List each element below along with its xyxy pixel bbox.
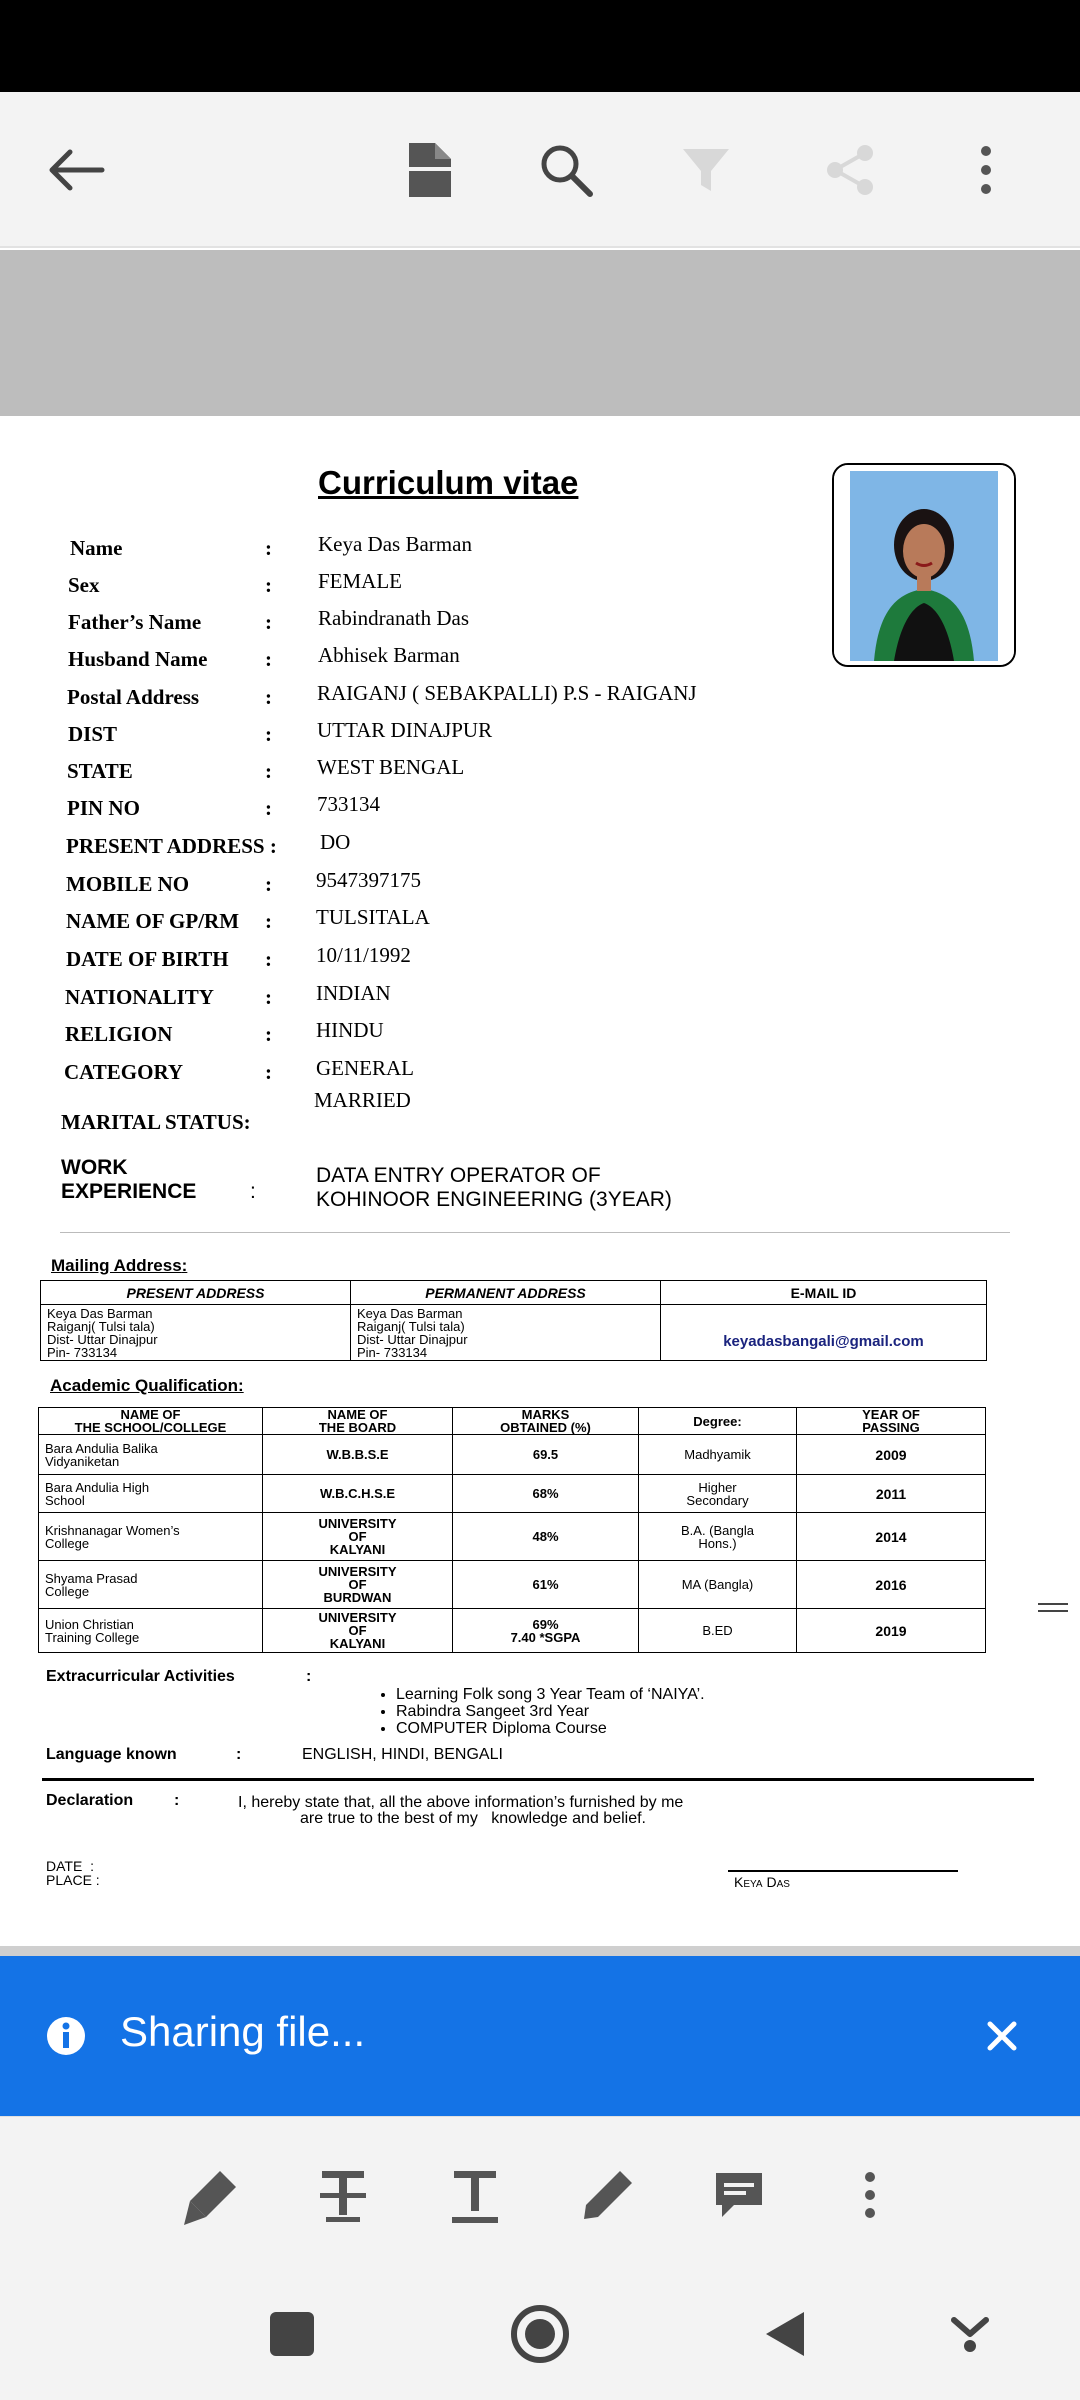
year-header <box>797 1408 986 1435</box>
cell-line: KALYANI <box>329 1542 386 1557</box>
cell-line: Bara Andulia Balika <box>45 1440 158 1456</box>
header-line: OBTAINED (%) <box>500 1420 591 1435</box>
academic-row <box>39 1609 986 1653</box>
field-colon: : <box>265 1022 272 1046</box>
field-label: CATEGORY <box>64 1060 184 1084</box>
page-gap <box>0 250 1080 416</box>
academic-year-cell: 2014 <box>797 1513 986 1561</box>
field-label: Husband Name <box>68 647 208 671</box>
recents-square-icon[interactable] <box>270 2312 314 2356</box>
field-value: FEMALE <box>318 569 402 593</box>
school-header <box>39 1408 263 1435</box>
work-experience-value <box>316 1164 672 1212</box>
header-line: THE BOARD <box>318 1420 397 1435</box>
present-address-header: PRESENT ADDRESS <box>41 1281 351 1305</box>
academic-header-row <box>39 1408 986 1435</box>
field-colon: : <box>265 536 272 560</box>
field-colon: : <box>265 796 272 820</box>
home-circle-icon[interactable] <box>510 2304 570 2369</box>
field-label: NAME OF GP/RM <box>66 909 240 933</box>
cell-line: KALYANI <box>329 1636 386 1651</box>
field-colon: : <box>265 909 272 933</box>
academic-marks-cell <box>453 1475 639 1513</box>
academic-degree-cell <box>639 1513 797 1561</box>
field-colon: : <box>265 610 272 634</box>
cell-line: B.ED <box>702 1623 733 1638</box>
academic-row <box>39 1561 986 1609</box>
field-label: Father’s Name <box>68 610 202 634</box>
field-value: Abhisek Barman <box>318 643 460 667</box>
field-value: Rabindranath Das <box>318 606 470 630</box>
filter-icon <box>666 130 746 210</box>
academic-title <box>50 1376 244 1396</box>
work-label-line2: EXPERIENCE <box>61 1180 197 1203</box>
top-toolbar <box>0 92 1080 248</box>
place-label: PLACE : <box>46 1872 100 1888</box>
present-line: Keya Das Barman <box>47 1306 153 1321</box>
academic-school-cell <box>39 1513 263 1561</box>
declaration-label: Declaration <box>46 1792 134 1809</box>
work-colon: : <box>250 1180 256 1203</box>
pencil-icon[interactable] <box>580 2167 636 2228</box>
cell-line: Krishnanagar Women’s <box>45 1522 180 1538</box>
cell-line: 7.40 *SGPA <box>510 1629 581 1645</box>
extracurricular-colon: : <box>306 1668 312 1685</box>
academic-year-cell: 2011 <box>797 1475 986 1513</box>
work-label-line1: WORK <box>61 1156 128 1179</box>
highlight-pen-icon[interactable] <box>180 2167 240 2232</box>
field-label: RELIGION <box>65 1022 173 1046</box>
field-label: STATE <box>67 759 133 783</box>
permanent-address-cell <box>351 1305 661 1361</box>
scroll-handle-line <box>1038 1610 1068 1612</box>
extracurricular-item: • Rabindra Sangeet 3rd Year <box>396 1703 705 1720</box>
back-triangle-icon[interactable] <box>760 2308 808 2365</box>
cell-line: W.B.B.S.E <box>326 1447 389 1462</box>
language-value: ENGLISH, HINDI, BENGALI <box>302 1746 503 1763</box>
field-value: WEST BENGAL <box>317 755 465 779</box>
status-bar <box>0 0 1080 92</box>
field-label: Postal Address <box>67 685 200 709</box>
permanent-address-header: PERMANENT ADDRESS <box>351 1281 661 1305</box>
cell-line: Madhyamik <box>684 1447 751 1462</box>
language-colon: : <box>236 1746 242 1763</box>
header-line: NAME OF <box>120 1407 181 1422</box>
field-label: DIST <box>68 722 118 746</box>
field-colon: : <box>265 722 272 746</box>
cell-line: Training College <box>45 1629 140 1645</box>
degree-header <box>639 1408 797 1435</box>
declaration-divider <box>42 1778 1034 1781</box>
field-label: Sex <box>68 573 100 597</box>
cell-line: Hons.) <box>698 1535 737 1551</box>
extracurricular-item: • COMPUTER Diploma Course <box>396 1720 705 1737</box>
academic-board-cell <box>263 1561 453 1609</box>
page-edge <box>0 1946 1080 1956</box>
more-vertical-icon[interactable] <box>864 2171 876 2224</box>
work-experience-label <box>61 1156 196 1204</box>
permanent-line: Keya Das Barman <box>357 1306 463 1321</box>
academic-degree-cell <box>639 1561 797 1609</box>
academic-degree-cell <box>639 1609 797 1653</box>
cell-line: Union Christian <box>45 1616 134 1632</box>
field-value: 10/11/1992 <box>316 943 411 967</box>
info-icon <box>46 2016 86 2061</box>
field-value: INDIAN <box>316 981 391 1005</box>
cell-line: UNIVERSITY <box>318 1564 397 1579</box>
language-label: Language known <box>46 1746 177 1763</box>
academic-degree-cell <box>639 1435 797 1475</box>
email-header: E-MAIL ID <box>661 1281 987 1305</box>
academic-school-cell <box>39 1561 263 1609</box>
present-line: Pin- 733134 <box>47 1345 118 1360</box>
academic-year-cell: 2019 <box>797 1609 986 1653</box>
field-value: 9547397175 <box>316 868 421 892</box>
field-value: DO <box>320 830 351 854</box>
field-label: PRESENT ADDRESS : <box>66 834 277 858</box>
mailing-title-colon: : <box>181 1256 188 1275</box>
work-value-line2: KOHINOOR ENGINEERING (3YEAR) <box>316 1188 672 1211</box>
cell-line: W.B.C.H.S.E <box>319 1486 396 1501</box>
field-colon: : <box>265 1060 272 1084</box>
academic-marks-cell <box>453 1435 639 1475</box>
extracurricular-item: • Learning Folk song 3 Year Team of ‘NAIYA’. <box>396 1686 705 1703</box>
header-line: PASSING <box>862 1420 920 1435</box>
email-cell: keyadasbangali@gmail.com <box>661 1305 987 1361</box>
academic-row <box>39 1475 986 1513</box>
section-divider <box>60 1232 1010 1233</box>
header-line: THE SCHOOL/COLLEGE <box>74 1420 227 1435</box>
cell-line: OF <box>348 1623 367 1638</box>
underline-text-icon[interactable] <box>450 2167 500 2230</box>
academic-year-cell: 2009 <box>797 1435 986 1475</box>
extracurricular-list <box>396 1686 705 1737</box>
declaration-colon: : <box>174 1792 180 1809</box>
header-line: Degree: <box>693 1413 742 1429</box>
field-value: TULSITALA <box>316 905 430 929</box>
field-label: DATE OF BIRTH <box>66 947 229 971</box>
work-value-line1: DATA ENTRY OPERATOR OF <box>316 1164 601 1187</box>
field-colon: : <box>265 947 272 971</box>
cell-line: B.A. (Bangla <box>681 1522 754 1538</box>
strikethrough-icon[interactable] <box>318 2167 368 2228</box>
cell-line: 69.5 <box>532 1447 559 1462</box>
signature-line <box>728 1870 958 1872</box>
field-value: UTTAR DINAJPUR <box>317 718 493 742</box>
cell-line: 48% <box>532 1529 559 1544</box>
cell-line: Secondary <box>686 1492 749 1508</box>
cell-line: UNIVERSITY <box>318 1610 397 1625</box>
cell-line: OF <box>348 1529 367 1544</box>
field-colon: : <box>265 573 272 597</box>
academic-school-cell <box>39 1435 263 1475</box>
academic-marks-cell <box>453 1609 639 1653</box>
field-value: HINDU <box>316 1018 384 1042</box>
field-label: MARITAL STATUS: <box>61 1110 251 1134</box>
signature-name: Keya Das <box>734 1874 790 1890</box>
academic-title-colon: : <box>238 1376 244 1395</box>
permanent-line: Pin- 733134 <box>357 1345 428 1360</box>
permanent-line: Raiganj( Tulsi tala) <box>357 1319 465 1334</box>
marks-header <box>453 1408 639 1435</box>
profile-photo <box>832 463 1016 667</box>
cell-line: MA (Bangla) <box>681 1577 754 1592</box>
share-icon <box>810 130 890 210</box>
present-address-cell <box>41 1305 351 1361</box>
scroll-handle-icon[interactable] <box>1038 1603 1068 1605</box>
mailing-title-text: Mailing Address <box>51 1256 182 1275</box>
banner-text: Sharing file... <box>120 2008 366 2055</box>
cell-line: 61% <box>532 1577 559 1592</box>
academic-row <box>39 1513 986 1561</box>
declaration-line1: I, hereby state that, all the above information’s furnished by me <box>238 1794 684 1811</box>
field-label: NATIONALITY <box>65 985 214 1009</box>
academic-table <box>38 1407 986 1653</box>
field-value: 733134 <box>317 792 380 816</box>
field-value: Keya Das Barman <box>318 532 472 556</box>
field-value: MARRIED <box>314 1088 411 1112</box>
academic-title-text: Academic Qualification <box>50 1376 238 1395</box>
cell-line: UNIVERSITY <box>318 1516 397 1531</box>
system-nav-bar <box>0 2268 1080 2400</box>
cell-line: 68% <box>532 1486 559 1501</box>
field-colon: : <box>265 872 272 896</box>
academic-school-cell <box>39 1609 263 1653</box>
cv-title: Curriculum vitae <box>318 464 579 501</box>
comment-icon[interactable] <box>712 2169 766 2226</box>
field-value: GENERAL <box>316 1056 414 1080</box>
cell-line: Higher <box>698 1479 737 1495</box>
academic-degree-cell <box>639 1475 797 1513</box>
academic-board-cell <box>263 1435 453 1475</box>
cell-line: Shyama Prasad <box>45 1570 138 1586</box>
mailing-address-title <box>51 1256 187 1276</box>
notification-down-icon[interactable] <box>950 2314 990 2359</box>
declaration-line2: are true to the best of my knowledge and belief. <box>300 1810 646 1827</box>
present-line: Raiganj( Tulsi tala) <box>47 1319 155 1334</box>
more-vertical-icon[interactable] <box>946 130 1026 210</box>
cell-line: OF <box>348 1577 367 1592</box>
academic-marks-cell <box>453 1561 639 1609</box>
field-label: PIN NO <box>67 796 140 820</box>
cell-line: College <box>45 1583 90 1599</box>
cell-line: Bara Andulia High <box>45 1479 150 1495</box>
academic-board-cell <box>263 1475 453 1513</box>
academic-marks-cell <box>453 1513 639 1561</box>
academic-year-cell: 2016 <box>797 1561 986 1609</box>
header-line: NAME OF <box>327 1407 388 1422</box>
cell-line: 69% <box>532 1616 559 1632</box>
back-arrow-icon[interactable] <box>36 130 116 210</box>
field-label: Name <box>70 536 123 560</box>
document-page[interactable] <box>0 416 1080 1946</box>
search-icon[interactable] <box>526 130 606 210</box>
sharing-banner <box>0 1956 1080 2116</box>
academic-school-cell <box>39 1475 263 1513</box>
field-label: MOBILE NO <box>66 872 190 896</box>
field-colon: : <box>265 985 272 1009</box>
field-colon: : <box>265 647 272 671</box>
permanent-line: Dist- Uttar Dinajpur <box>357 1332 468 1347</box>
board-header <box>263 1408 453 1435</box>
academic-board-cell <box>263 1513 453 1561</box>
field-colon: : <box>265 759 272 783</box>
academic-row <box>39 1435 986 1475</box>
present-line: Dist- Uttar Dinajpur <box>47 1332 158 1347</box>
annotation-toolbar <box>0 2116 1080 2268</box>
header-line: MARKS <box>521 1407 570 1422</box>
extracurricular-label: Extracurricular Activities <box>46 1668 235 1685</box>
cell-line: BURDWAN <box>323 1590 392 1605</box>
date-label: DATE : <box>46 1858 94 1874</box>
mailing-address-table <box>40 1280 987 1361</box>
page-thumbnails-icon[interactable] <box>390 130 470 210</box>
field-value: RAIGANJ ( SEBAKPALLI) P.S - RAIGANJ <box>317 681 697 705</box>
header-line: YEAR OF <box>862 1407 920 1422</box>
close-icon[interactable] <box>980 2014 1024 2058</box>
academic-board-cell <box>263 1609 453 1653</box>
cell-line: College <box>45 1535 90 1551</box>
cell-line: Vidyaniketan <box>45 1453 120 1469</box>
cell-line: School <box>45 1492 85 1508</box>
field-colon: : <box>265 685 272 709</box>
